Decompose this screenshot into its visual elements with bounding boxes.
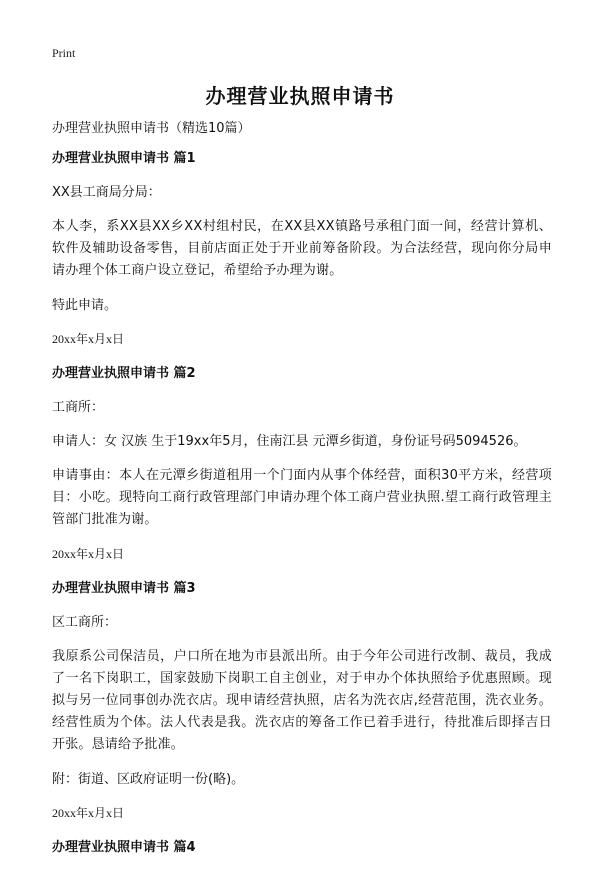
section-3-body: 我原系公司保洁员，户口所在地为市县派出所。由于今年公司进行改制、裁员，我成了一名下岗职工，国家鼓励下岗职工自主创业，对于申办个体执照给予优惠照顾。现拟与另一位同事创办洗衣店。现申请经营执照，店名为洗衣店,经营范围，洗衣业务。经营性质为个体。法人代表是我。洗衣店的筹备工作已着手进行，待批准后即择吉日开张。恳请给予批准。 <box>52 649 552 752</box>
document-content <box>52 118 552 871</box>
document-subtitle: 办理营业执照申请书（精选10篇） <box>52 121 251 136</box>
section-3-date: 20xx年x月x日 <box>52 806 125 820</box>
section-heading-2: 办理营业执照申请书 篇2 <box>52 366 196 381</box>
section-2-addressee: 工商所： <box>52 400 105 415</box>
section-1-closing: 特此申请。 <box>52 298 118 313</box>
section-heading-1: 办理营业执照申请书 篇1 <box>52 151 196 166</box>
section-3-addressee: 区工商所： <box>52 615 118 630</box>
section-1-date: 20xx年x月x日 <box>52 332 125 346</box>
print-link[interactable]: Print <box>52 46 76 60</box>
page-title: 办理营业执照申请书 <box>205 84 395 108</box>
section-3-attachment: 附：街道、区政府证明一份(略)。 <box>52 772 245 787</box>
section-2-date: 20xx年x月x日 <box>52 547 125 561</box>
section-1-body: 本人李，系XX县XX乡XX村组村民，在XX县XX镇路号承租门面一间，经营计算机、软件及辅助设备零售，目前店面正处于开业前筹备阶段。为合法经营，现向你分局申请办理个体工商户设立登记，希望给予办理为谢。 <box>52 219 552 278</box>
section-heading-4: 办理营业执照申请书 篇4 <box>52 840 196 855</box>
section-heading-3: 办理营业执照申请书 篇3 <box>52 581 196 596</box>
section-2-applicant: 申请人：女 汉族 生于19xx年5月，住南江县 元潭乡街道，身份证号码5094526。 <box>52 434 527 449</box>
section-1-addressee: XX县工商局分局： <box>52 185 161 200</box>
section-2-body: 申请事由：本人在元潭乡街道租用一个门面内从事个体经营，面积30平方米，经营项目：小吃。现特向工商行政管理部门申请办理个体工商户营业执照.望工商行政管理主管部门批准为谢。 <box>52 468 552 527</box>
